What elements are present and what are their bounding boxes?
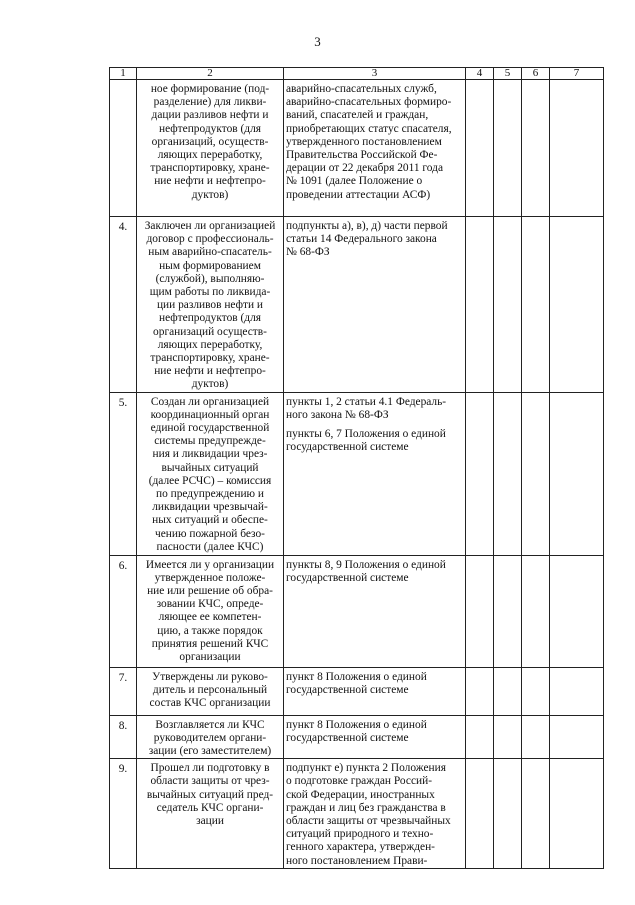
question-cell [137, 667, 284, 715]
empty-cell [522, 759, 550, 869]
empty-cell [522, 392, 550, 555]
question-line: ликвидации чрезвычай- [152, 501, 268, 514]
question-line: Утверждены ли руково- [152, 670, 268, 683]
table-row [110, 555, 604, 667]
question-cell [137, 217, 284, 393]
reference-line: № 68-ФЗ [286, 246, 330, 259]
question-line: ляющих переработку, [157, 338, 263, 351]
question-line: руководителем органи- [153, 731, 267, 744]
question-line: седатель КЧС органи- [156, 801, 264, 814]
question-cell [137, 759, 284, 869]
question-line: Заключен ли организацией [144, 220, 276, 232]
question-line: дитель и персональный [152, 683, 268, 696]
reference-paragraph [286, 762, 463, 868]
empty-cell [466, 217, 494, 393]
question-line: ным аварийно-спасатель- [148, 246, 272, 259]
reference-line: о подготовке граждан Россий- [286, 775, 433, 788]
table-row [110, 715, 604, 759]
reference-cell [284, 715, 466, 759]
reference-paragraph [286, 671, 463, 697]
empty-cell [550, 715, 604, 759]
row-number: 5. [110, 392, 137, 555]
question-line: утвержденное положе- [154, 571, 266, 584]
empty-cell [494, 217, 522, 393]
empty-cell [550, 667, 604, 715]
empty-cell [494, 715, 522, 759]
question-line: договор с профессиональ- [146, 233, 274, 246]
question-line: дуктов) [191, 378, 229, 391]
reference-cell [284, 217, 466, 393]
question-line: ляющее ее компетен- [158, 611, 262, 624]
reference-line: приобретающих статус спасателя, [286, 122, 452, 135]
question-line: ным формированием [159, 259, 261, 272]
question-line: вычайных ситуаций пред- [146, 788, 274, 801]
reference-paragraph [286, 396, 463, 422]
empty-cell [494, 555, 522, 667]
row-number: 4. [110, 217, 137, 393]
question-line: организации [179, 651, 241, 664]
question-line: (далее РСЧС) – комиссия [148, 474, 272, 487]
reference-line: подпункты а), в), д) части первой [286, 220, 448, 232]
empty-cell [522, 217, 550, 393]
reference-line: граждан и лиц без гражданства в [286, 801, 446, 814]
reference-line: Правительства Российской Фе- [286, 149, 438, 162]
question-line: ляющих переработку, [157, 149, 263, 162]
empty-cell [550, 759, 604, 869]
reference-paragraph [286, 83, 463, 202]
empty-cell [466, 392, 494, 555]
empty-cell [522, 667, 550, 715]
question-line: дуктов) [191, 188, 229, 201]
reference-line: ваний, спасателей и граждан, [286, 109, 429, 122]
table-row [110, 759, 604, 869]
reference-line: государственной системе [286, 441, 409, 454]
reference-line: области защиты от чрезвычайных [286, 815, 451, 828]
reference-line: государственной системе [286, 571, 409, 584]
question-line: принятия решений КЧС [151, 637, 269, 650]
row-number: 9. [110, 759, 137, 869]
reference-paragraph [286, 559, 463, 585]
question-line: Прошел ли подготовку в [150, 762, 270, 775]
empty-cell [550, 80, 604, 217]
reference-cell [284, 80, 466, 217]
empty-cell [494, 80, 522, 217]
reference-line: ской Федерации, иностранных [286, 788, 435, 801]
header-cell: 1 [110, 68, 137, 80]
header-cell: 6 [522, 68, 550, 80]
empty-cell [494, 667, 522, 715]
page-number: 3 [314, 34, 321, 49]
header-cell: 7 [550, 68, 604, 80]
reference-line: дерации от 22 декабря 2011 года [286, 162, 444, 175]
question-line: ное формирование (под- [150, 83, 270, 95]
question-line: ции разливов нефти и [156, 299, 264, 312]
question-line: по предупреждению и [155, 488, 265, 501]
table-row [110, 80, 604, 217]
table-row [110, 667, 604, 715]
question-line: зации [196, 815, 224, 828]
question-line: транспортировку, хране- [150, 352, 270, 365]
empty-cell [494, 392, 522, 555]
question-line: единой государственной [150, 422, 270, 435]
question-line: координационный орган [150, 408, 270, 421]
question-line: ния и ликвидации чрез- [152, 448, 268, 461]
question-cell [137, 555, 284, 667]
question-line: пасности (далее КЧС) [156, 540, 264, 553]
table-row [110, 392, 604, 555]
reference-paragraph [286, 220, 463, 260]
empty-cell [466, 80, 494, 217]
empty-cell [466, 759, 494, 869]
reference-line: аварийно-спасательных служб, [286, 83, 437, 95]
question-line: транспортировку, хране- [150, 162, 270, 175]
question-line: зации (его заместителем) [148, 745, 272, 758]
empty-cell [550, 217, 604, 393]
header-cell: 4 [466, 68, 494, 80]
header-cell: 5 [494, 68, 522, 80]
question-line: организаций, осуществ- [151, 135, 269, 148]
row-number: 6. [110, 555, 137, 667]
checklist-table [109, 67, 604, 869]
question-cell [137, 715, 284, 759]
question-line: щим работы по ликвида- [149, 286, 271, 299]
table-row [110, 217, 604, 393]
row-number: 8. [110, 715, 137, 759]
question-line: вычайных ситуаций [161, 461, 259, 474]
reference-cell [284, 555, 466, 667]
reference-line: пункт 8 Положения о единой [286, 670, 427, 683]
reference-line: утвержденного постановлением [286, 135, 442, 148]
empty-cell [550, 555, 604, 667]
question-cell [137, 80, 284, 217]
question-line: нефтепродуктов (для [159, 312, 261, 325]
question-cell [137, 392, 284, 555]
reference-line: аварийно-спасательных формиро- [286, 96, 452, 109]
question-line: организаций осуществ- [153, 325, 267, 338]
reference-line: ситуаций природного и техно- [286, 828, 434, 841]
reference-line: государственной системе [286, 683, 409, 696]
question-line: Возглавляется ли КЧС [155, 718, 265, 731]
header-row [110, 68, 604, 80]
reference-line: пункты 8, 9 Положения о единой [286, 558, 446, 571]
question-line: (службой), выполняю- [155, 272, 265, 285]
reference-line: пункты 1, 2 статьи 4.1 Федераль- [286, 395, 447, 408]
empty-cell [466, 555, 494, 667]
reference-paragraph [286, 428, 463, 454]
question-line: зовании КЧС, опреде- [156, 598, 264, 611]
question-line: чению пожарной безо- [155, 527, 265, 540]
reference-line: статьи 14 Федерального закона [286, 233, 437, 246]
question-line: Имеется ли у организации [145, 558, 275, 571]
reference-line: государственной системе [286, 731, 409, 744]
reference-line: ного постановлением Прави- [286, 854, 428, 867]
reference-cell [284, 759, 466, 869]
reference-line: подпункт е) пункта 2 Положения [286, 762, 446, 775]
empty-cell [522, 555, 550, 667]
question-line: нефтепродуктов (для [159, 122, 261, 135]
question-line: цию, а также порядок [157, 624, 263, 637]
empty-cell [466, 667, 494, 715]
reference-line: генного характера, утвержден- [286, 841, 435, 854]
reference-line: № 1091 (далее Положение о [286, 175, 423, 188]
reference-line: пункты 6, 7 Положения о единой [286, 428, 446, 441]
reference-cell [284, 667, 466, 715]
empty-cell [550, 392, 604, 555]
question-line: состав КЧС организации [149, 697, 271, 710]
row-number: 7. [110, 667, 137, 715]
header-cell: 2 [137, 68, 284, 80]
question-line: ние или решение об обра- [147, 585, 273, 598]
question-line: ние нефти и нефтепро- [154, 175, 266, 188]
reference-line: ного закона № 68-ФЗ [286, 408, 389, 421]
question-line: ние нефти и нефтепро- [154, 365, 266, 378]
question-line: дации разливов нефти и [151, 109, 269, 122]
reference-line: пункт 8 Положения о единой [286, 718, 427, 731]
reference-cell [284, 392, 466, 555]
empty-cell [466, 715, 494, 759]
empty-cell [494, 759, 522, 869]
question-line: области защиты от чрез- [150, 775, 270, 788]
question-line: ных ситуаций и обеспе- [152, 514, 268, 527]
question-line: Создан ли организацией [150, 395, 270, 408]
reference-line: проведении аттестации АСФ) [286, 188, 431, 201]
question-line: системы предупрежде- [154, 435, 266, 448]
header-cell: 3 [284, 68, 466, 80]
row-number [110, 80, 137, 217]
empty-cell [522, 80, 550, 217]
question-line: разделение) для ликви- [153, 96, 267, 109]
reference-paragraph [286, 719, 463, 745]
empty-cell [522, 715, 550, 759]
